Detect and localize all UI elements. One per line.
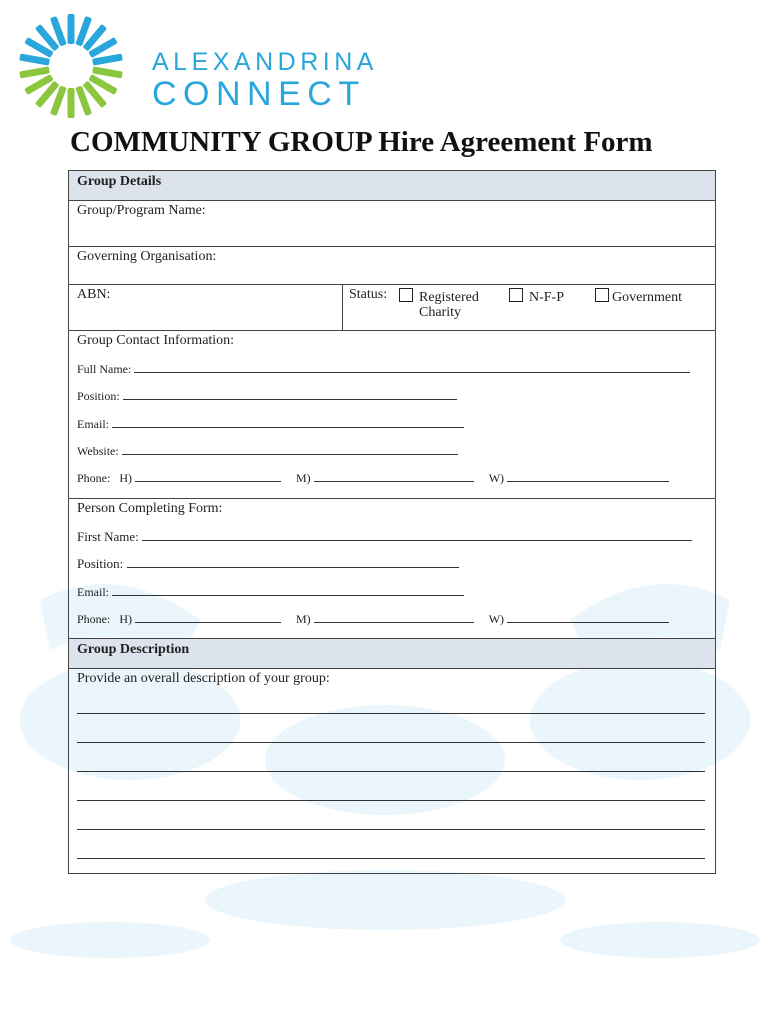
person-position-line[interactable] bbox=[77, 556, 459, 572]
email-input-line[interactable] bbox=[112, 416, 464, 428]
status-option-government[interactable] bbox=[595, 288, 682, 306]
email-label: Email: bbox=[77, 417, 109, 431]
group-contact-section bbox=[69, 331, 715, 499]
website-input-line[interactable] bbox=[122, 443, 458, 455]
description-line[interactable] bbox=[77, 771, 705, 772]
logo-line-alexandrina: ALEXANDRINA bbox=[152, 48, 378, 76]
description-line[interactable] bbox=[77, 713, 705, 714]
phone-home-label: H) bbox=[119, 471, 133, 485]
full-name-input-line[interactable] bbox=[134, 361, 690, 373]
person-phone-mobile-label: M) bbox=[296, 612, 311, 626]
first-name-input-line[interactable] bbox=[142, 529, 692, 541]
contact-info-label: Group Contact Information: bbox=[77, 333, 235, 348]
program-name-field[interactable] bbox=[69, 201, 715, 247]
person-phone-home-label: H) bbox=[119, 612, 133, 626]
status-field bbox=[343, 285, 715, 330]
position-label: Position: bbox=[77, 389, 120, 403]
phone-home-input-line[interactable] bbox=[135, 470, 281, 482]
abn-label: ABN: bbox=[77, 287, 111, 302]
description-line[interactable] bbox=[77, 858, 705, 859]
sunburst-logo-icon bbox=[18, 12, 128, 120]
person-first-name-line[interactable] bbox=[77, 529, 692, 545]
person-phone-home-input-line[interactable] bbox=[135, 611, 281, 623]
alexandrina-connect-logo bbox=[18, 12, 378, 120]
description-prompt: Provide an overall description of your group: bbox=[77, 671, 330, 686]
status-option-nfp[interactable] bbox=[509, 288, 564, 306]
phone-work-label: W) bbox=[488, 471, 505, 485]
group-details-title: Group Details bbox=[77, 174, 162, 189]
full-name-label: Full Name: bbox=[77, 362, 132, 376]
nfp-label: N-F-P bbox=[529, 290, 565, 305]
website-label: Website: bbox=[77, 444, 119, 458]
logo-line-connect: CONNECT bbox=[152, 75, 366, 113]
abn-field[interactable] bbox=[69, 285, 343, 330]
person-position-input-line[interactable] bbox=[127, 556, 459, 568]
group-description-header bbox=[69, 639, 715, 669]
contact-email-line[interactable] bbox=[77, 416, 464, 432]
person-phone-work-input-line[interactable] bbox=[507, 611, 669, 623]
governing-organisation-field[interactable] bbox=[69, 247, 715, 285]
governing-organisation-label: Governing Organisation: bbox=[77, 249, 217, 264]
first-name-label: First Name: bbox=[77, 529, 139, 544]
nfp-checkbox[interactable] bbox=[509, 288, 523, 302]
description-line[interactable] bbox=[77, 829, 705, 830]
abn-status-row bbox=[69, 285, 715, 331]
person-phone-label: Phone: bbox=[77, 612, 111, 626]
person-completing-section bbox=[69, 499, 715, 639]
group-details-header bbox=[69, 171, 715, 201]
contact-full-name-line[interactable] bbox=[77, 361, 690, 377]
person-phone-work-label: W) bbox=[488, 612, 505, 626]
status-label: Status: bbox=[349, 287, 388, 302]
government-label: Government bbox=[612, 290, 682, 305]
person-phone-mobile-input-line[interactable] bbox=[314, 611, 474, 623]
phone-work-input-line[interactable] bbox=[507, 470, 669, 482]
person-email-label: Email: bbox=[77, 585, 109, 599]
government-checkbox[interactable] bbox=[595, 288, 609, 302]
contact-website-line[interactable] bbox=[77, 443, 458, 459]
description-line[interactable] bbox=[77, 800, 705, 801]
contact-position-line[interactable] bbox=[77, 388, 457, 404]
phone-mobile-input-line[interactable] bbox=[314, 470, 474, 482]
program-name-label: Group/Program Name: bbox=[77, 203, 206, 218]
registered-label-2: Charity bbox=[419, 305, 461, 320]
hire-agreement-form bbox=[68, 170, 716, 874]
person-phone-line bbox=[77, 611, 669, 627]
position-input-line[interactable] bbox=[123, 388, 457, 400]
group-description-title: Group Description bbox=[77, 642, 190, 657]
registered-charity-checkbox[interactable] bbox=[399, 288, 413, 302]
logo-wordmark bbox=[152, 50, 378, 111]
registered-label-1: Registered bbox=[419, 290, 479, 305]
contact-phone-line bbox=[77, 470, 669, 486]
phone-label: Phone: bbox=[77, 471, 111, 485]
person-position-label: Position: bbox=[77, 556, 124, 571]
group-description-section[interactable] bbox=[69, 669, 715, 873]
person-email-line[interactable] bbox=[77, 584, 464, 600]
status-option-registered-charity[interactable] bbox=[399, 288, 479, 306]
page-title: COMMUNITY GROUP Hire Agreement Form bbox=[70, 126, 653, 158]
phone-mobile-label: M) bbox=[296, 471, 311, 485]
person-completing-label: Person Completing Form: bbox=[77, 501, 223, 516]
person-email-input-line[interactable] bbox=[112, 584, 464, 596]
description-line[interactable] bbox=[77, 742, 705, 743]
